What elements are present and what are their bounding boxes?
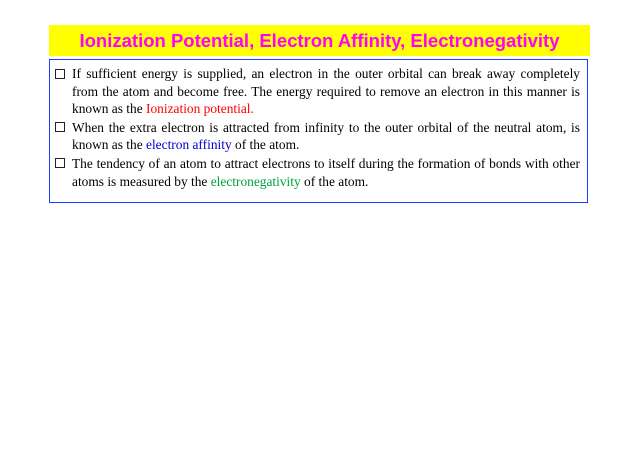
bullet-text <box>72 155 580 190</box>
bullet-item-electronegativity <box>55 155 580 190</box>
bullet-item-electron-affinity <box>55 119 580 154</box>
bullet-text <box>72 65 580 118</box>
bullet-text-after: of the atom. <box>231 137 300 153</box>
highlight-electronegativity: electronegativity <box>210 173 301 189</box>
bullet-item-ionization-potential <box>55 65 580 118</box>
checkbox-square-icon <box>55 122 65 132</box>
title-banner <box>49 25 590 56</box>
checkbox-square-icon <box>55 158 65 168</box>
bullet-text <box>72 119 580 154</box>
bullet-text-after: of the atom. <box>300 173 369 189</box>
bullet-text-before: If sufficient energy is supplied, an electron in the outer orbital can break away completely from the atom and become free. The energy required to remove an electron in this manner is known as the <box>72 66 580 117</box>
page-title: Ionization Potential, Electron Affinity, Electronegativity <box>79 29 560 51</box>
checkbox-square-icon <box>55 69 65 79</box>
content-box <box>49 59 588 203</box>
highlight-electron-affinity: electron affinity <box>146 137 232 153</box>
highlight-ionization-potential: Ionization potential. <box>146 101 254 117</box>
bullet-text-before: When the extra electron is attracted from infinity to the outer orbital of the neutral atom, is known as the <box>72 119 580 153</box>
bullet-text-before: The tendency of an atom to attract electrons to itself during the formation of bonds with other atoms is measured by the <box>72 155 580 189</box>
